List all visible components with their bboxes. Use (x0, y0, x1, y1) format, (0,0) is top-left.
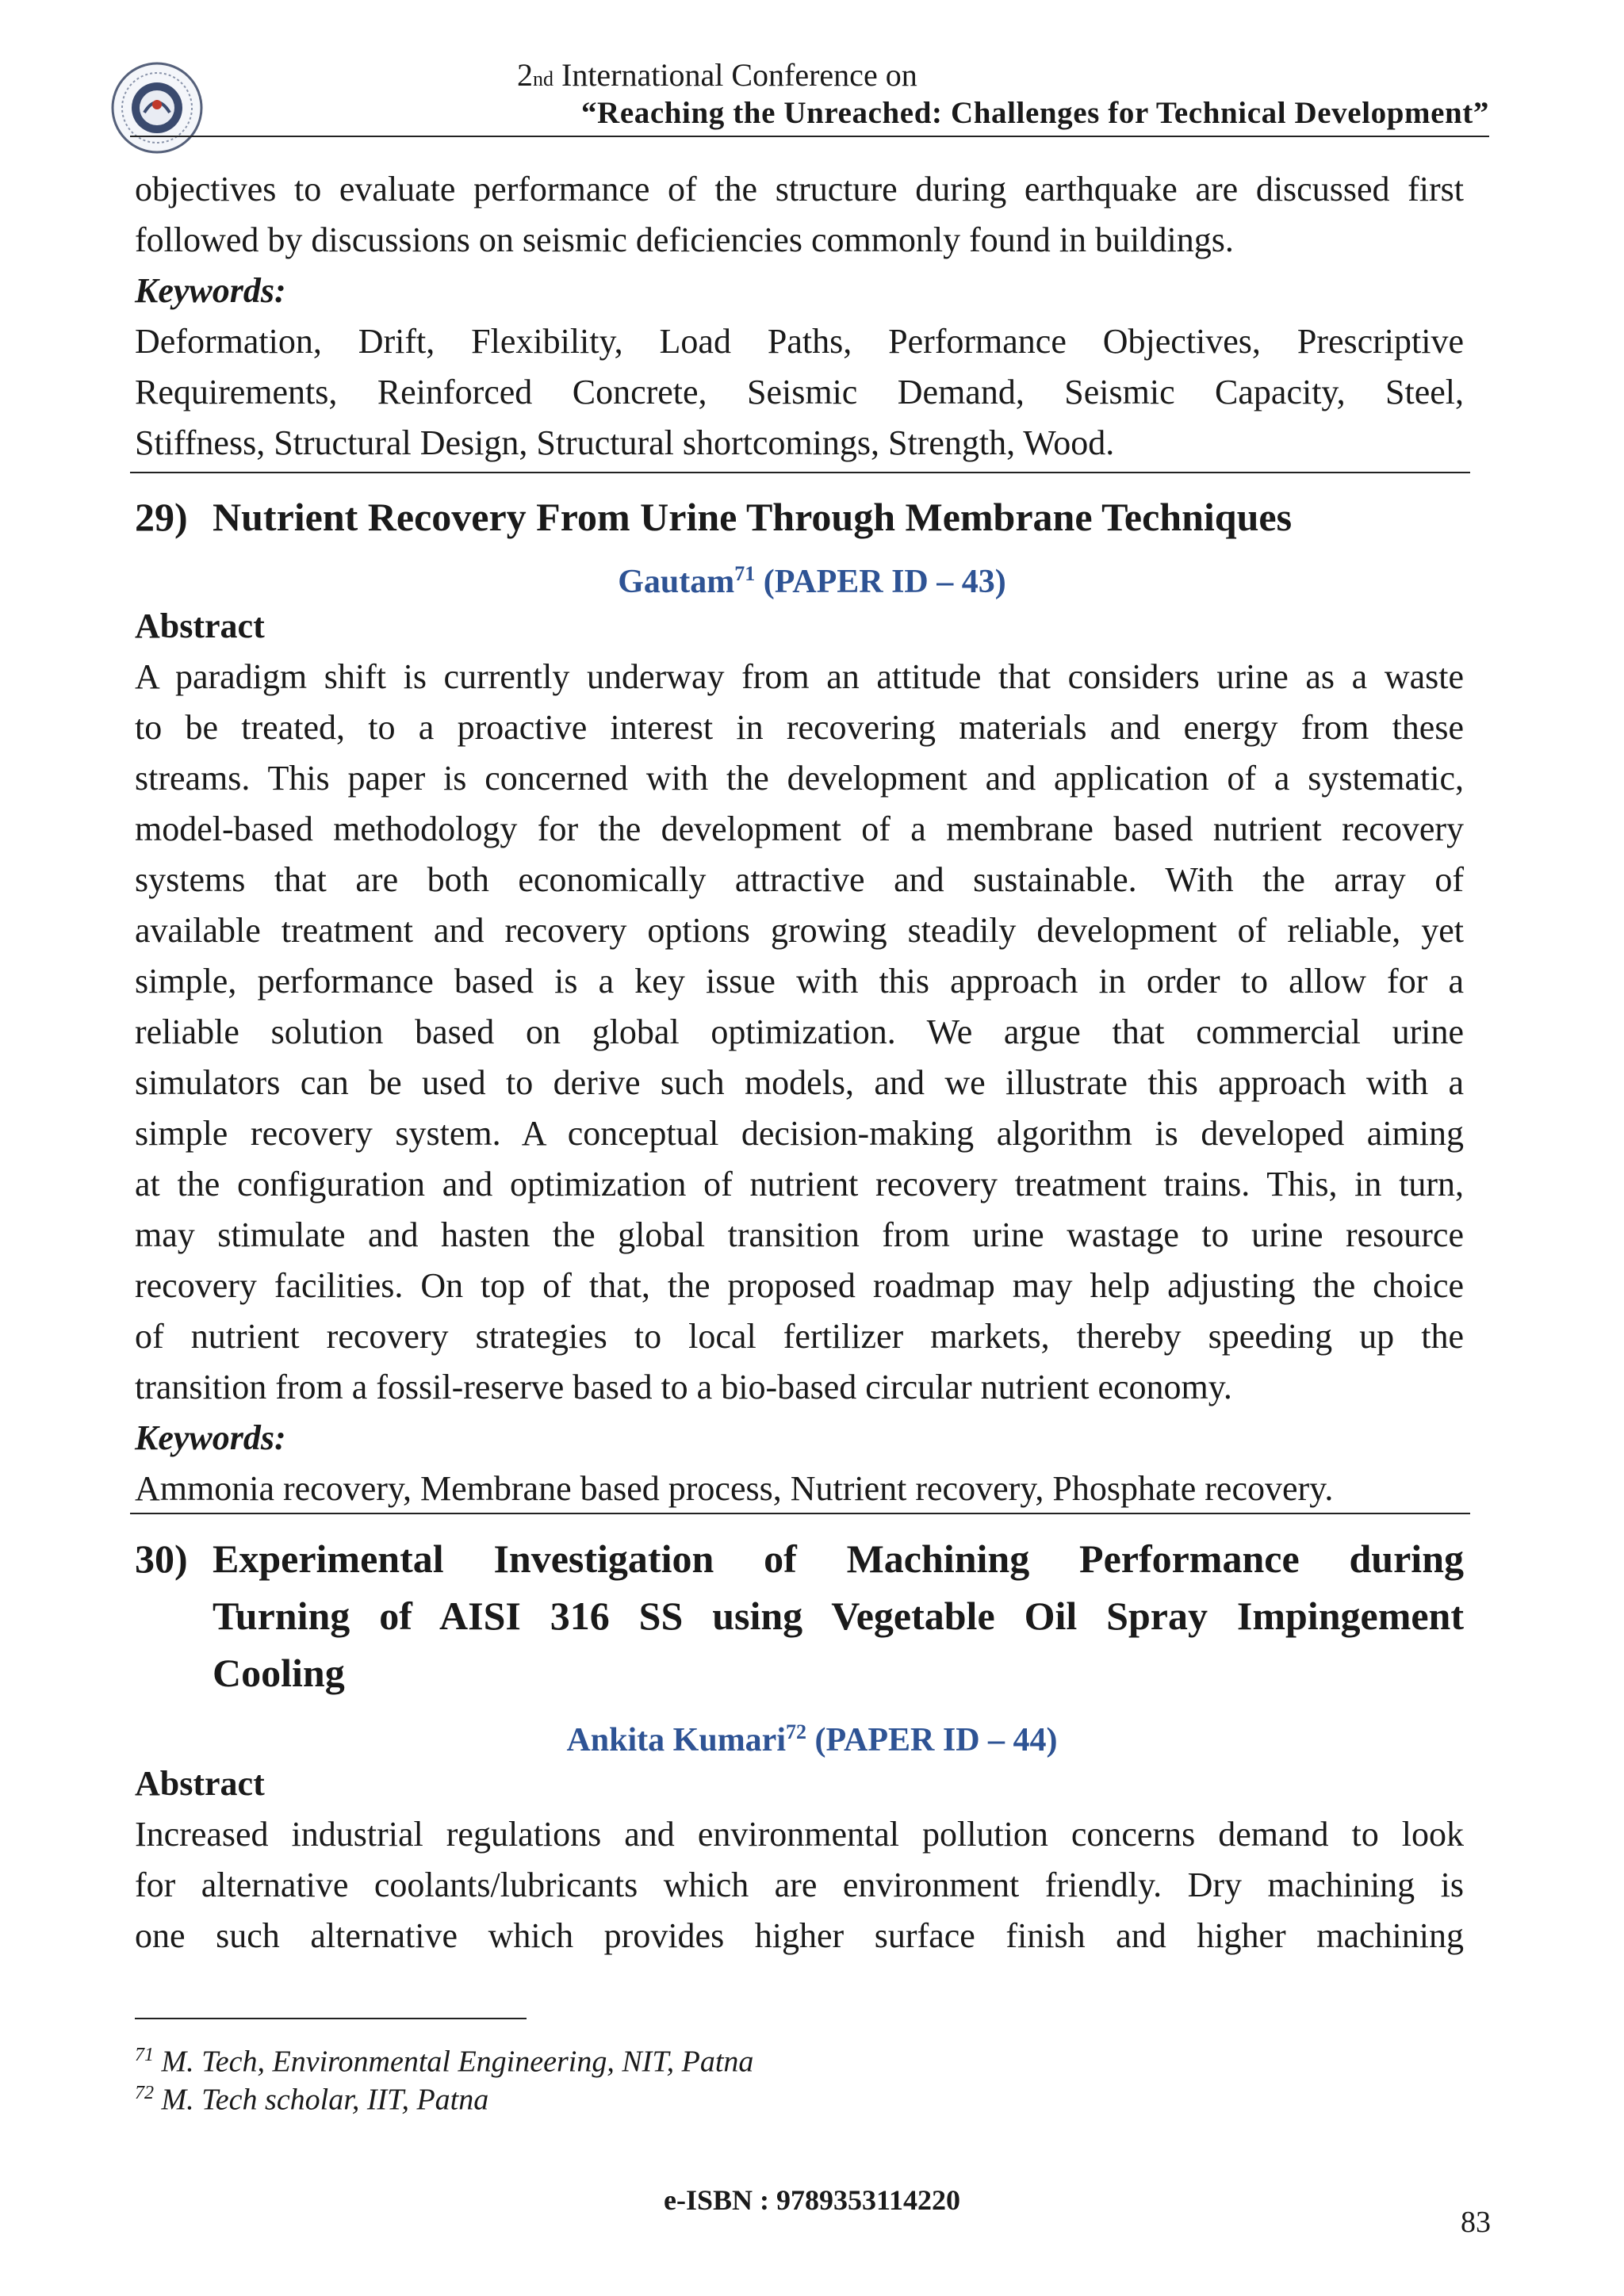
conference-title-line2: “Reaching the Unreached: Challenges for Technical Development” (580, 96, 1489, 130)
conference-seal-icon (109, 60, 205, 155)
keywords-label: Keywords: (135, 271, 286, 310)
keywords-list: Deformation, Drift, Flexibility, Load Paths, Performance Objectives, Prescriptive Requirements, Reinforced Concrete, Seismic Demand, Seismic Capacity, Steel, Stiffness, Structural Design, Structural shortcomings, Strength, Wood. (135, 322, 1464, 462)
paper-number: 30) (135, 1536, 188, 1581)
paper-title: Nutrient Recovery From Urine Through Membrane Techniques (213, 495, 1293, 539)
header-divider (130, 136, 1489, 137)
page-number: 83 (1461, 2206, 1491, 2239)
conference-title-line1: 2nd International Conference on (517, 57, 917, 93)
intro-paragraph: objectives to evaluate performance of the structure during earthquake are discussed first followed by discussions on seismic deficiencies commonly found in buildings. (135, 170, 1464, 259)
footnote: $^{71}$ M. Tech, Environmental Engineering, NIT, Patna (135, 2045, 754, 2079)
keywords-list: Ammonia recovery, Membrane based process, Nutrient recovery, Phosphate recovery. (135, 1469, 1334, 1508)
ordinal-suffix: nd (533, 67, 553, 90)
isbn: e-ISBN : 9789353114220 (663, 2184, 960, 2216)
author-line: Gautam$^{71}$ (PAPER ID – 43) (618, 562, 1006, 600)
section-divider (130, 472, 1470, 473)
paper-number: 29) (135, 495, 188, 539)
abstract-heading: Abstract (135, 607, 265, 645)
paper-title: Experimental Investigation of Machining Performance during Turning of AISI 316 SS using Vegetable Oil Spray Impingement Cooling (213, 1536, 1464, 1695)
author-line: Ankita Kumari$^{72}$ (PAPER ID – 44) (566, 1720, 1058, 1758)
abstract-paragraph: A paradigm shift is currently underway from an attitude that considers urine as a waste to be treated, to a proactive interest in recovering materials and energy from these streams. This paper is concerned with the development and application of a systematic, model-based methodology for the development of a membrane based nutrient recovery systems that are both economically attractive and sustainable. With the array of available treatment and recovery options growing steadily development of reliable, yet simple, performance based is a key issue with this approach in order to allow for a reliable solution based on global optimization. We argue that commercial urine simulators can be used to derive such models, and we illustrate this approach with a simple recovery system. A conceptual decision-making algorithm is developed aiming at the configuration and optimization of nutrient recovery treatment trains. This, in turn, may stimulate and hasten the global transition from urine wastage to urine resource recovery facilities. On top of that, the proposed roadmap may help adjusting the choice of nutrient recovery strategies to local fertilizer markets, thereby speeding up the transition from a fossil-reserve based to a bio-based circular nutrient economy. (135, 657, 1464, 1406)
footnote: $^{72}$ M. Tech scholar, IIT, Patna (135, 2083, 489, 2117)
section-divider (130, 1513, 1470, 1514)
keywords-label: Keywords: (135, 1418, 286, 1457)
abstract-heading: Abstract (135, 1764, 265, 1803)
abstract-paragraph: Increased industrial regulations and environmental pollution concerns demand to look for alternative coolants/lubricants which are environment friendly. Dry machining is one such alternative which provides higher surface finish and higher machining (135, 1815, 1464, 1955)
footnote-divider (135, 2018, 527, 2019)
